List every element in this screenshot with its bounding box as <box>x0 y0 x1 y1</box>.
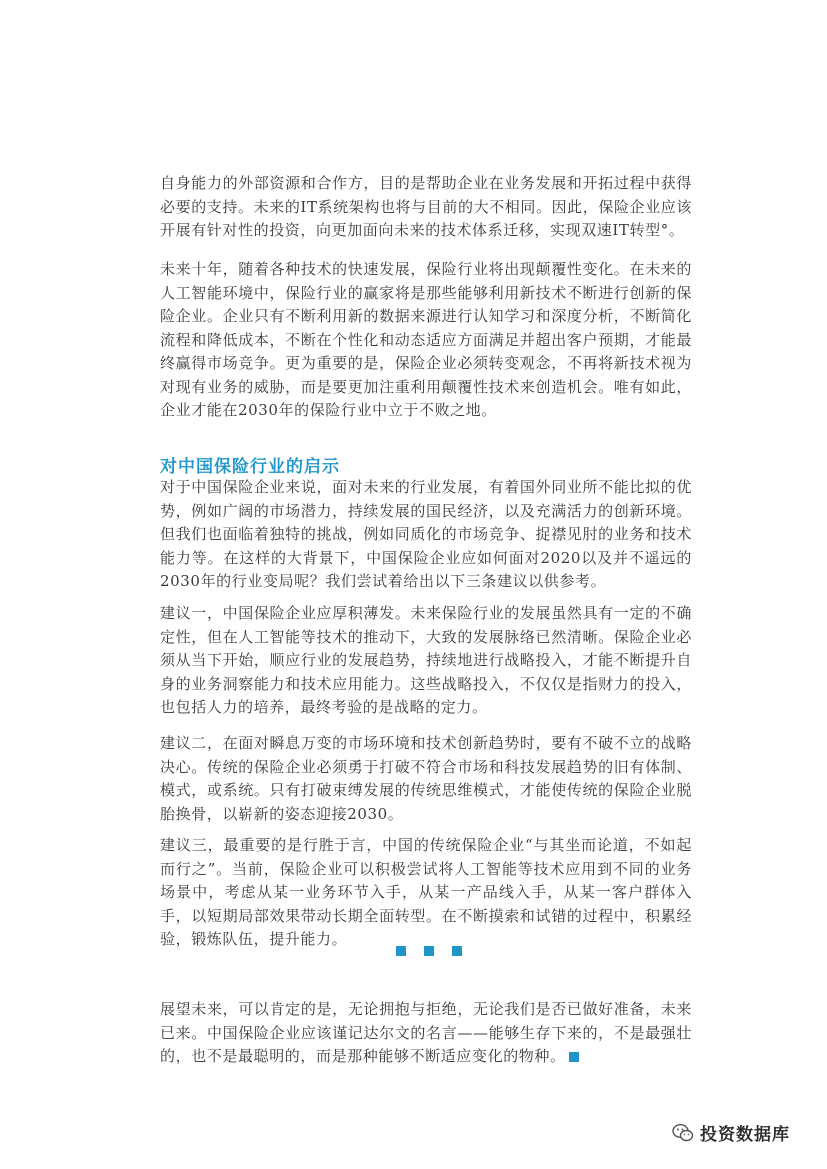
section-heading: 对中国保险行业的启示 <box>160 457 340 477</box>
divider-square-icon <box>424 946 434 956</box>
divider-square-icon <box>452 946 462 956</box>
end-mark-icon <box>569 1052 579 1062</box>
paragraph-outlook <box>160 998 692 1069</box>
paragraph-it-architecture: 自身能力的外部资源和合作方，目的是帮助企业在业务发展和开拓过程中获得必要的支持。未来的IT系统架构也将与目前的大不相同。因此，保险企业应该开展有针对性的投资，向更加面向未来的技术体系迁移，实现双速IT转型°。 <box>160 174 692 239</box>
paragraph-suggestion-two: 建议二，在面对瞬息万变的市场环境和技术创新趋势时，要有不破不立的战略决心。传统的保险企业必须勇于打破不符合市场和科技发展趋势的旧有体制、模式，或系统。只有打破束缚发展的传统思维模式，才能使传统的保险企业脱胎换骨，以崭新的姿态迎接2030。 <box>160 734 692 823</box>
paragraph-outlook-text: 展望未来，可以肯定的是，无论拥抱与拒绝，无论我们是否已做好准备，未来已来。中国保险企业应该谨记达尔文的名言——能够生存下来的，不是最强壮的，也不是最聪明的，而是那种能够不断适应变化的物种。 <box>160 1000 692 1065</box>
wechat-icon <box>672 1123 694 1143</box>
watermark-text: 投资数据库 <box>700 1125 790 1145</box>
paragraph-suggestion-three: 建议三，最重要的是行胜于言，中国的传统保险企业“与其坐而论道，不如起而行之”。当前，保险企业可以积极尝试将人工智能等技术应用到不同的业务场景中，考虑从某一业务环节入手，从某一产品线入手，从某一客户群体入手，以短期局部效果带动长期全面转型。在不断摸索和试错的过程中，积累经验，锻炼队伍，提升能力。 <box>160 836 692 948</box>
section-divider <box>396 946 462 956</box>
paragraph-next-decade: 未来十年，随着各种技术的快速发展，保险行业将出现颠覆性变化。在未来的人工智能环境中，保险行业的赢家将是那些能够利用新技术不断进行创新的保险企业。企业只有不断利用新的数据来源进行认知学习和深度分析，不断简化流程和降低成本，不断在个性化和动态适应方面满足并超出客户预期，才能最终赢得市场竞争。更为重要的是，保险企业必须转变观念，不再将新技术视为对现有业务的威胁，而是要更加注重利用颠覆性技术来创造机会。唯有如此，企业才能在2030年的保险行业中立于不败之地。 <box>160 260 692 419</box>
divider-square-icon <box>396 946 406 956</box>
watermark <box>672 1120 790 1145</box>
paragraph-suggestion-one: 建议一，中国保险企业应厚积薄发。未来保险行业的发展虽然具有一定的不确定性，但在人工智能等技术的推动下，大致的发展脉络已然清晰。保险企业必须从当下开始，顺应行业的发展趋势，持续地进行战略投入，才能不断提升自身的业务洞察能力和技术应用能力。这些战略投入，不仅仅是指财力的投入，也包括人力的培养，最终考验的是战略的定力。 <box>160 604 692 716</box>
paragraph-china-insurance-context: 对于中国保险企业来说，面对未来的行业发展，有着国外同业所不能比拟的优势，例如广阔的市场潜力，持续发展的国民经济，以及充满活力的创新环境。但我们也面临着独特的挑战，例如同质化的市场竞争、捉襟见肘的业务和技术能力等。在这样的大背景下，中国保险企业应如何面对2020以及并不遥远的2030年的行业变局呢？我们尝试着给出以下三条建议以供参考。 <box>160 478 692 590</box>
